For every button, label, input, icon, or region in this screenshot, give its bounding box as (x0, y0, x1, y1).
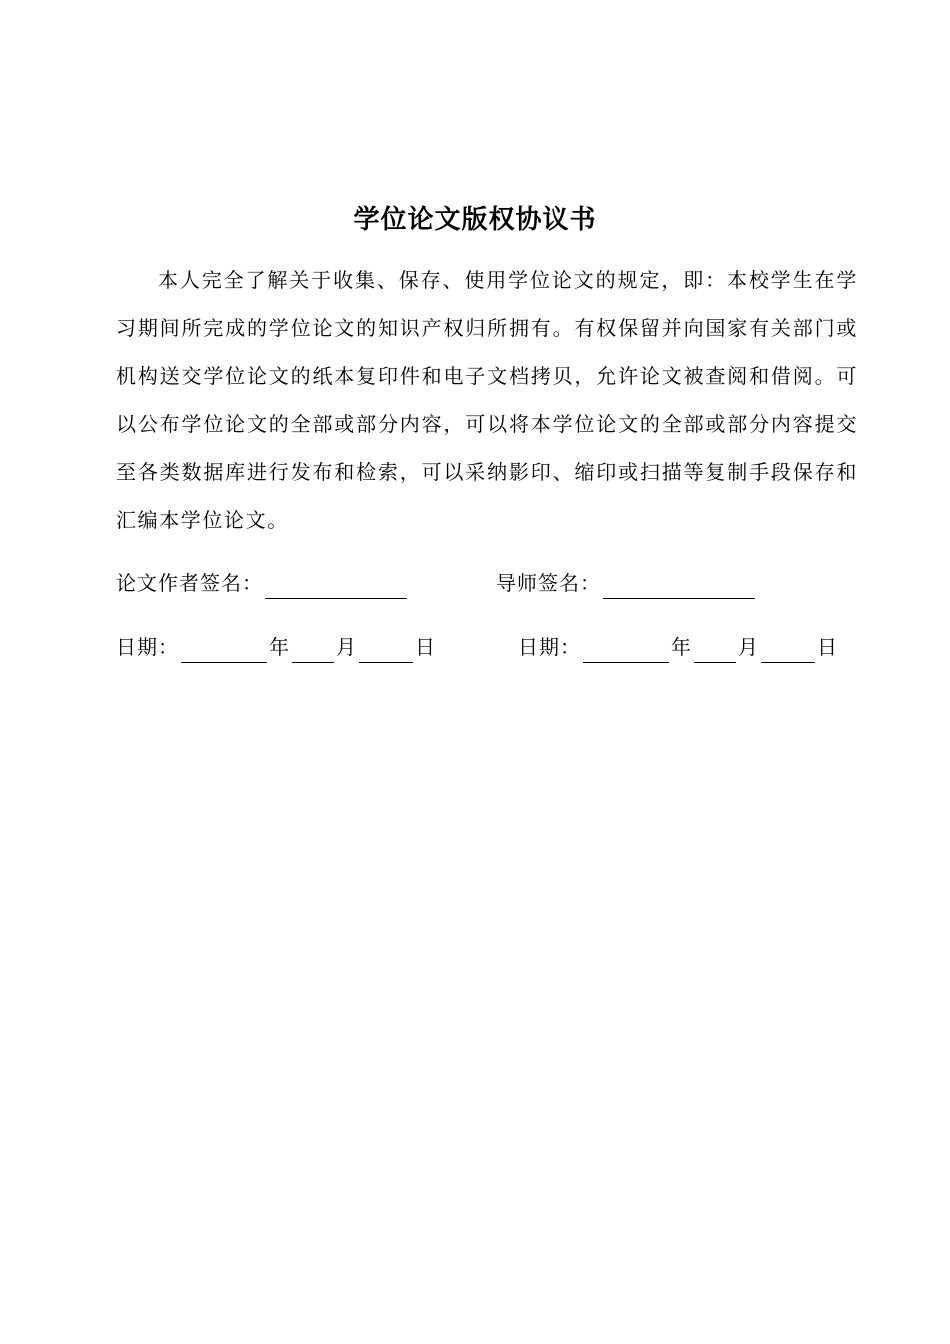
advisor-signature-label: 导师签名： (496, 571, 601, 595)
advisor-year-field[interactable] (583, 636, 669, 663)
author-year-label: 年 (269, 635, 290, 659)
advisor-date-label: 日期： (518, 635, 581, 659)
author-date (116, 631, 436, 663)
advisor-month-field[interactable] (694, 636, 736, 663)
author-day-label: 日 (415, 635, 436, 659)
advisor-day-label: 日 (817, 635, 838, 659)
author-year-field[interactable] (181, 636, 267, 663)
author-signature-field[interactable] (265, 572, 407, 599)
advisor-signature (496, 567, 757, 599)
advisor-month-label: 月 (738, 635, 759, 659)
author-signature (116, 567, 409, 599)
author-date-label: 日期： (116, 635, 179, 659)
page-title: 学位论文版权协议书 (353, 205, 597, 235)
author-day-field[interactable] (359, 636, 413, 663)
advisor-signature-field[interactable] (603, 572, 755, 599)
author-signature-label: 论文作者签名： (116, 571, 263, 595)
agreement-paragraph: 本人完全了解关于收集、保存、使用学位论文的规定，即：本校学生在学习期间所完成的学位论文的知识产权归所拥有。有权保留并向国家有关部门或机构送交学位论文的纸本复印件和电子文档拷贝，允许论文被查阅和借阅。可以公布学位论文的全部或部分内容，可以将本学位论文的全部或部分内容提交至各类数据库进行发布和检索，可以采纳影印、缩印或扫描等复制手段保存和汇编本学位论文。 (116, 268, 858, 532)
author-month-field[interactable] (292, 636, 334, 663)
advisor-day-field[interactable] (761, 636, 815, 663)
author-month-label: 月 (336, 635, 357, 659)
advisor-year-label: 年 (671, 635, 692, 659)
advisor-date (518, 631, 838, 663)
